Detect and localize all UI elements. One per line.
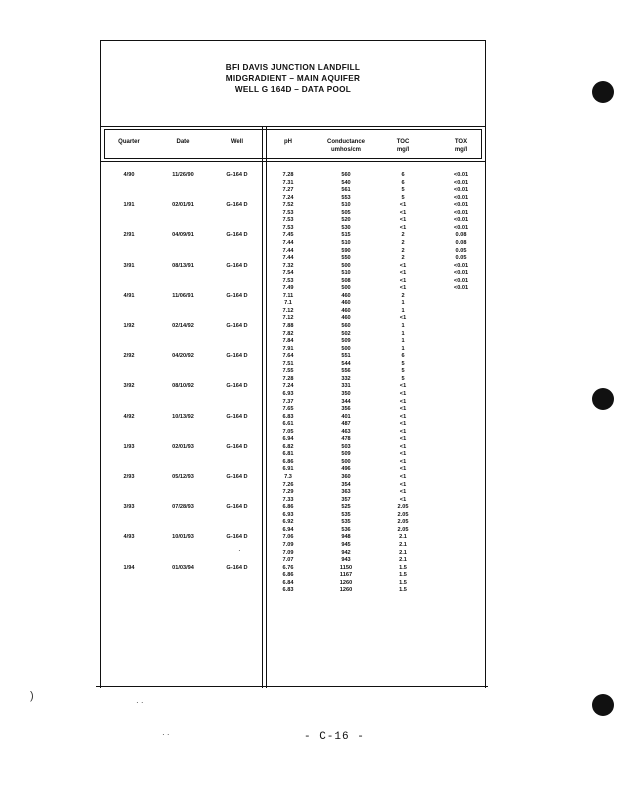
- column-divider-inner: [266, 126, 267, 688]
- row-cond-cell: 551: [341, 353, 351, 360]
- row-ph-cell: 6.86: [282, 572, 294, 579]
- row-cond-cell: 560: [341, 323, 351, 329]
- row-ph-cell: 7.07: [282, 557, 294, 564]
- header-quarter: Quarter: [118, 139, 140, 145]
- row-ph-cell: 7.52: [282, 202, 294, 209]
- row-cond-cell: 344: [341, 398, 351, 405]
- row-ph-cell: 7.1: [284, 300, 292, 307]
- row-toc-cell: 2.1: [399, 534, 407, 541]
- row-ph-cell: 7.65: [282, 406, 294, 413]
- row-toc-cell: 5: [401, 360, 405, 367]
- row-toc-cell: 1.5: [399, 564, 407, 571]
- row-toc-cell: 1: [401, 330, 405, 337]
- group-well: G-164 D: [226, 564, 248, 571]
- row-cond-cell: 500: [341, 262, 351, 269]
- row-cond-cell: 356: [341, 406, 351, 413]
- row-toc-cell: 2: [401, 255, 405, 262]
- row-ph-cell: 7.88: [282, 323, 294, 329]
- row-toc-cell: <1: [399, 421, 407, 428]
- header-toc-unit: mg/l: [396, 147, 410, 153]
- row-ph-cell: 6.86: [282, 504, 294, 511]
- row-tox-cell: <0.01: [453, 179, 469, 186]
- scan-speck: ·: [238, 546, 241, 555]
- group-quarter: 1/94: [123, 564, 135, 571]
- group-date: 01/03/94: [172, 564, 194, 571]
- row-ph-cell: 7.44: [282, 255, 294, 262]
- group-quarter: 1/91: [123, 202, 135, 209]
- row-ph-cell: 6.94: [282, 526, 294, 533]
- row-ph-cell: 7.53: [282, 217, 294, 224]
- row-toc-cell: <1: [399, 458, 407, 465]
- row-toc-cell: 2: [401, 292, 405, 299]
- row-ph-cell: 6.61: [282, 421, 294, 428]
- row-ph-cell: 7.44: [282, 239, 294, 246]
- title-line-2: MIDGRADIENT – MAIN AQUIFER: [225, 74, 361, 83]
- row-tox-cell: <0.01: [453, 224, 469, 231]
- row-cond-cell: 520: [341, 217, 351, 224]
- row-ph-cell: 7.84: [282, 338, 294, 345]
- row-toc-cell: <1: [399, 496, 407, 503]
- row-toc-cell: <1: [399, 474, 407, 480]
- row-ph-cell: 7.26: [282, 481, 294, 488]
- header-conductance: [316, 138, 376, 154]
- row-toc-cell: 2: [401, 239, 405, 246]
- row-tox-cell: <0.01: [453, 270, 469, 277]
- row-cond-cell: 502: [341, 330, 351, 337]
- group-well: G-164 D: [226, 323, 248, 329]
- row-toc-cell: <1: [399, 398, 407, 405]
- group-quarter: 4/93: [123, 534, 135, 541]
- group-date: 02/01/91: [172, 202, 194, 209]
- row-ph-cell: 6.93: [282, 511, 294, 518]
- row-cond-cell: 401: [341, 413, 351, 420]
- scan-speck: ): [30, 690, 34, 702]
- group-well: G-164 D: [226, 202, 248, 209]
- row-cond-cell: 943: [341, 557, 351, 564]
- row-toc-cell: 1: [401, 345, 405, 352]
- row-cond-cell: 505: [341, 209, 351, 216]
- row-cond-cell: 553: [341, 194, 351, 201]
- row-ph-cell: 6.82: [282, 443, 294, 450]
- row-cond-cell: 354: [341, 481, 351, 488]
- row-tox-cell: <0.01: [453, 172, 469, 178]
- row-ph-cell: 7.37: [282, 398, 294, 405]
- row-cond-cell: 500: [341, 285, 351, 292]
- row-ph-cell: 7.28: [282, 172, 294, 178]
- group-well: G-164 D: [226, 443, 248, 450]
- row-cond-cell: 510: [341, 202, 351, 209]
- row-ph-cell: 7.55: [282, 368, 294, 375]
- row-cond-cell: 560: [341, 172, 351, 178]
- row-ph-cell: 7.24: [282, 383, 294, 390]
- row-toc-cell: <1: [399, 413, 407, 420]
- row-cond-cell: 350: [341, 390, 351, 397]
- group-quarter: 4/91: [123, 292, 135, 299]
- row-toc-cell: 2.05: [397, 504, 409, 511]
- row-toc-cell: 2: [401, 232, 405, 239]
- group-date: 04/09/91: [172, 232, 194, 239]
- group-quarter: 3/93: [123, 504, 135, 511]
- group-date: 10/13/92: [172, 413, 194, 420]
- row-ph-cell: 7.33: [282, 496, 294, 503]
- row-ph-cell: 6.81: [282, 451, 294, 458]
- row-cond-cell: 1260: [339, 587, 353, 594]
- row-tox-cell: 0.08: [455, 239, 467, 246]
- row-toc-cell: 5: [401, 368, 405, 375]
- row-toc-cell: <1: [399, 383, 407, 390]
- row-toc-cell: <1: [399, 209, 407, 216]
- row-ph-cell: 6.76: [282, 564, 294, 571]
- row-ph-cell: 7.05: [282, 428, 294, 435]
- row-toc-cell: <1: [399, 428, 407, 435]
- group-well: G-164 D: [226, 383, 248, 390]
- header-tox: [446, 138, 476, 154]
- row-toc-cell: 1: [401, 323, 405, 329]
- row-cond-cell: 360: [341, 474, 351, 480]
- title-line-3: WELL G 164D – DATA POOL: [234, 85, 352, 94]
- row-ph-cell: 7.24: [282, 194, 294, 201]
- row-toc-cell: 5: [401, 187, 405, 194]
- row-cond-cell: 500: [341, 458, 351, 465]
- group-date: 02/01/93: [172, 443, 194, 450]
- row-toc-cell: 1: [401, 300, 405, 307]
- group-quarter: 1/92: [123, 323, 135, 329]
- row-cond-cell: 463: [341, 428, 351, 435]
- group-quarter: 3/91: [123, 262, 135, 269]
- row-cond-cell: 478: [341, 436, 351, 443]
- row-cond-cell: 460: [341, 292, 351, 299]
- row-toc-cell: 1: [401, 307, 405, 314]
- page-title: [100, 62, 486, 95]
- row-toc-cell: <1: [399, 277, 407, 284]
- group-quarter: 4/92: [123, 413, 135, 420]
- row-toc-cell: <1: [399, 481, 407, 488]
- row-cond-cell: 945: [341, 541, 351, 548]
- row-ph-cell: 7.45: [282, 232, 294, 239]
- row-toc-cell: 6: [401, 353, 405, 360]
- row-cond-cell: 500: [341, 345, 351, 352]
- row-cond-cell: 509: [341, 451, 351, 458]
- row-toc-cell: <1: [399, 262, 407, 269]
- row-toc-cell: <1: [399, 202, 407, 209]
- group-date: 07/28/93: [172, 504, 194, 511]
- row-ph-cell: 7.44: [282, 247, 294, 254]
- row-cond-cell: 460: [341, 315, 351, 322]
- header-conductance-label: Conductance: [326, 139, 365, 145]
- row-toc-cell: 1.5: [399, 572, 407, 579]
- punch-hole: [592, 81, 614, 103]
- row-ph-cell: 6.83: [282, 413, 294, 420]
- group-date: 05/12/93: [172, 474, 194, 480]
- row-ph-cell: 7.09: [282, 541, 294, 548]
- row-toc-cell: 2.05: [397, 526, 409, 533]
- group-well: G-164 D: [226, 353, 248, 360]
- row-cond-cell: 544: [341, 360, 351, 367]
- row-toc-cell: 6: [401, 179, 405, 186]
- row-cond-cell: 357: [341, 496, 351, 503]
- group-date: 10/01/93: [172, 534, 194, 541]
- row-cond-cell: 496: [341, 466, 351, 473]
- row-ph-cell: 7.28: [282, 375, 294, 382]
- group-quarter: 2/91: [123, 232, 135, 239]
- punch-hole: [592, 388, 614, 410]
- row-toc-cell: 5: [401, 194, 405, 201]
- row-tox-cell: <0.01: [453, 209, 469, 216]
- row-cond-cell: 1260: [339, 579, 353, 586]
- row-cond-cell: 561: [341, 187, 351, 194]
- row-ph-cell: 7.82: [282, 330, 294, 337]
- group-well: G-164 D: [226, 232, 248, 239]
- row-toc-cell: 2.1: [399, 557, 407, 564]
- row-cond-cell: 460: [341, 307, 351, 314]
- group-well: G-164 D: [226, 504, 248, 511]
- group-well: G-164 D: [226, 292, 248, 299]
- row-toc-cell: <1: [399, 489, 407, 496]
- scan-speck: · ·: [136, 698, 144, 707]
- row-ph-cell: 7.06: [282, 534, 294, 541]
- row-cond-cell: 509: [341, 338, 351, 345]
- page-number: - C-16 -: [304, 731, 365, 743]
- row-cond-cell: 1167: [339, 572, 353, 579]
- row-cond-cell: 525: [341, 504, 351, 511]
- row-ph-cell: 6.91: [282, 466, 294, 473]
- row-cond-cell: 515: [341, 232, 351, 239]
- row-ph-cell: 7.51: [282, 360, 294, 367]
- group-quarter: 2/92: [123, 353, 135, 360]
- row-toc-cell: 2.05: [397, 511, 409, 518]
- row-cond-cell: 332: [341, 375, 351, 382]
- row-cond-cell: 1150: [339, 564, 353, 571]
- row-ph-cell: 7.31: [282, 179, 294, 186]
- row-tox-cell: <0.01: [453, 194, 469, 201]
- group-date: 04/20/92: [172, 353, 194, 360]
- row-tox-cell: <0.01: [453, 262, 469, 269]
- group-quarter: 1/93: [123, 443, 135, 450]
- punch-hole: [592, 694, 614, 716]
- group-quarter: 2/93: [123, 474, 135, 480]
- row-toc-cell: <1: [399, 285, 407, 292]
- row-toc-cell: <1: [399, 436, 407, 443]
- row-cond-cell: 550: [341, 255, 351, 262]
- header-well: Well: [230, 139, 244, 145]
- row-ph-cell: 6.92: [282, 519, 294, 526]
- row-ph-cell: 7.32: [282, 262, 294, 269]
- row-toc-cell: <1: [399, 224, 407, 231]
- title-line-1: BFI DAVIS JUNCTION LANDFILL: [225, 63, 361, 72]
- row-cond-cell: 510: [341, 270, 351, 277]
- row-tox-cell: 0.05: [455, 255, 467, 262]
- row-toc-cell: <1: [399, 443, 407, 450]
- header-date: Date: [176, 139, 190, 145]
- row-cond-cell: 460: [341, 300, 351, 307]
- row-ph-cell: 7.09: [282, 549, 294, 556]
- row-cond-cell: 556: [341, 368, 351, 375]
- header-ph: pH: [284, 139, 292, 145]
- row-toc-cell: 1.5: [399, 587, 407, 594]
- scan-speck: · ·: [162, 730, 170, 739]
- group-well: G-164 D: [226, 413, 248, 420]
- row-toc-cell: 6: [401, 172, 405, 178]
- group-date: 02/14/92: [172, 323, 194, 329]
- row-tox-cell: 0.08: [455, 232, 467, 239]
- row-cond-cell: 508: [341, 277, 351, 284]
- row-toc-cell: <1: [399, 270, 407, 277]
- row-toc-cell: <1: [399, 406, 407, 413]
- row-ph-cell: 7.91: [282, 345, 294, 352]
- row-toc-cell: <1: [399, 315, 407, 322]
- row-toc-cell: 2: [401, 247, 405, 254]
- row-ph-cell: 6.94: [282, 436, 294, 443]
- group-quarter: 3/92: [123, 383, 135, 390]
- row-tox-cell: <0.01: [453, 202, 469, 209]
- row-ph-cell: 7.12: [282, 307, 294, 314]
- row-tox-cell: <0.01: [453, 217, 469, 224]
- header-conductance-unit: umhos/cm: [330, 147, 361, 153]
- row-tox-cell: 0.05: [455, 247, 467, 254]
- row-ph-cell: 7.12: [282, 315, 294, 322]
- row-toc-cell: <1: [399, 390, 407, 397]
- table-bottom-border: [96, 686, 488, 687]
- row-ph-cell: 7.3: [284, 474, 292, 480]
- column-divider: [262, 126, 263, 688]
- group-date: 08/10/92: [172, 383, 194, 390]
- group-well: G-164 D: [226, 534, 248, 541]
- row-ph-cell: 7.53: [282, 277, 294, 284]
- row-ph-cell: 7.11: [282, 292, 294, 299]
- group-date: 08/13/91: [172, 262, 194, 269]
- row-toc-cell: <1: [399, 466, 407, 473]
- header-toc: [388, 138, 418, 154]
- header-tox-unit: mg/l: [454, 147, 468, 153]
- row-cond-cell: 536: [341, 526, 351, 533]
- row-tox-cell: <0.01: [453, 285, 469, 292]
- row-toc-cell: 2.1: [399, 541, 407, 548]
- row-toc-cell: <1: [399, 217, 407, 224]
- group-date: 11/26/90: [172, 172, 194, 178]
- row-toc-cell: 1.5: [399, 579, 407, 586]
- group-quarter: 4/90: [123, 172, 135, 178]
- group-date: 11/06/91: [172, 292, 194, 299]
- row-cond-cell: 331: [341, 383, 351, 390]
- group-well: G-164 D: [226, 474, 248, 480]
- row-cond-cell: 540: [341, 179, 351, 186]
- row-cond-cell: 363: [341, 489, 351, 496]
- row-ph-cell: 7.54: [282, 270, 294, 277]
- row-ph-cell: 6.84: [282, 579, 294, 586]
- row-toc-cell: 2.1: [399, 549, 407, 556]
- row-ph-cell: 7.49: [282, 285, 294, 292]
- row-ph-cell: 7.64: [282, 353, 294, 360]
- row-tox-cell: <0.01: [453, 187, 469, 194]
- header-toc-label: TOC: [396, 139, 410, 145]
- row-ph-cell: 7.53: [282, 224, 294, 231]
- row-cond-cell: 948: [341, 534, 351, 541]
- row-toc-cell: 2.05: [397, 519, 409, 526]
- row-cond-cell: 535: [341, 519, 351, 526]
- row-toc-cell: 5: [401, 375, 405, 382]
- header-tox-label: TOX: [454, 139, 468, 145]
- row-toc-cell: 1: [401, 338, 405, 345]
- row-ph-cell: 6.83: [282, 587, 294, 594]
- row-ph-cell: 7.27: [282, 187, 294, 194]
- row-ph-cell: 7.29: [282, 489, 294, 496]
- group-well: G-164 D: [226, 262, 248, 269]
- row-cond-cell: 942: [341, 549, 351, 556]
- row-ph-cell: 6.86: [282, 458, 294, 465]
- row-cond-cell: 590: [341, 247, 351, 254]
- row-cond-cell: 487: [341, 421, 351, 428]
- row-ph-cell: 7.53: [282, 209, 294, 216]
- row-cond-cell: 535: [341, 511, 351, 518]
- row-toc-cell: <1: [399, 451, 407, 458]
- row-tox-cell: <0.01: [453, 277, 469, 284]
- row-cond-cell: 510: [341, 239, 351, 246]
- group-well: G-164 D: [226, 172, 248, 178]
- row-cond-cell: 530: [341, 224, 351, 231]
- row-ph-cell: 6.93: [282, 390, 294, 397]
- row-cond-cell: 503: [341, 443, 351, 450]
